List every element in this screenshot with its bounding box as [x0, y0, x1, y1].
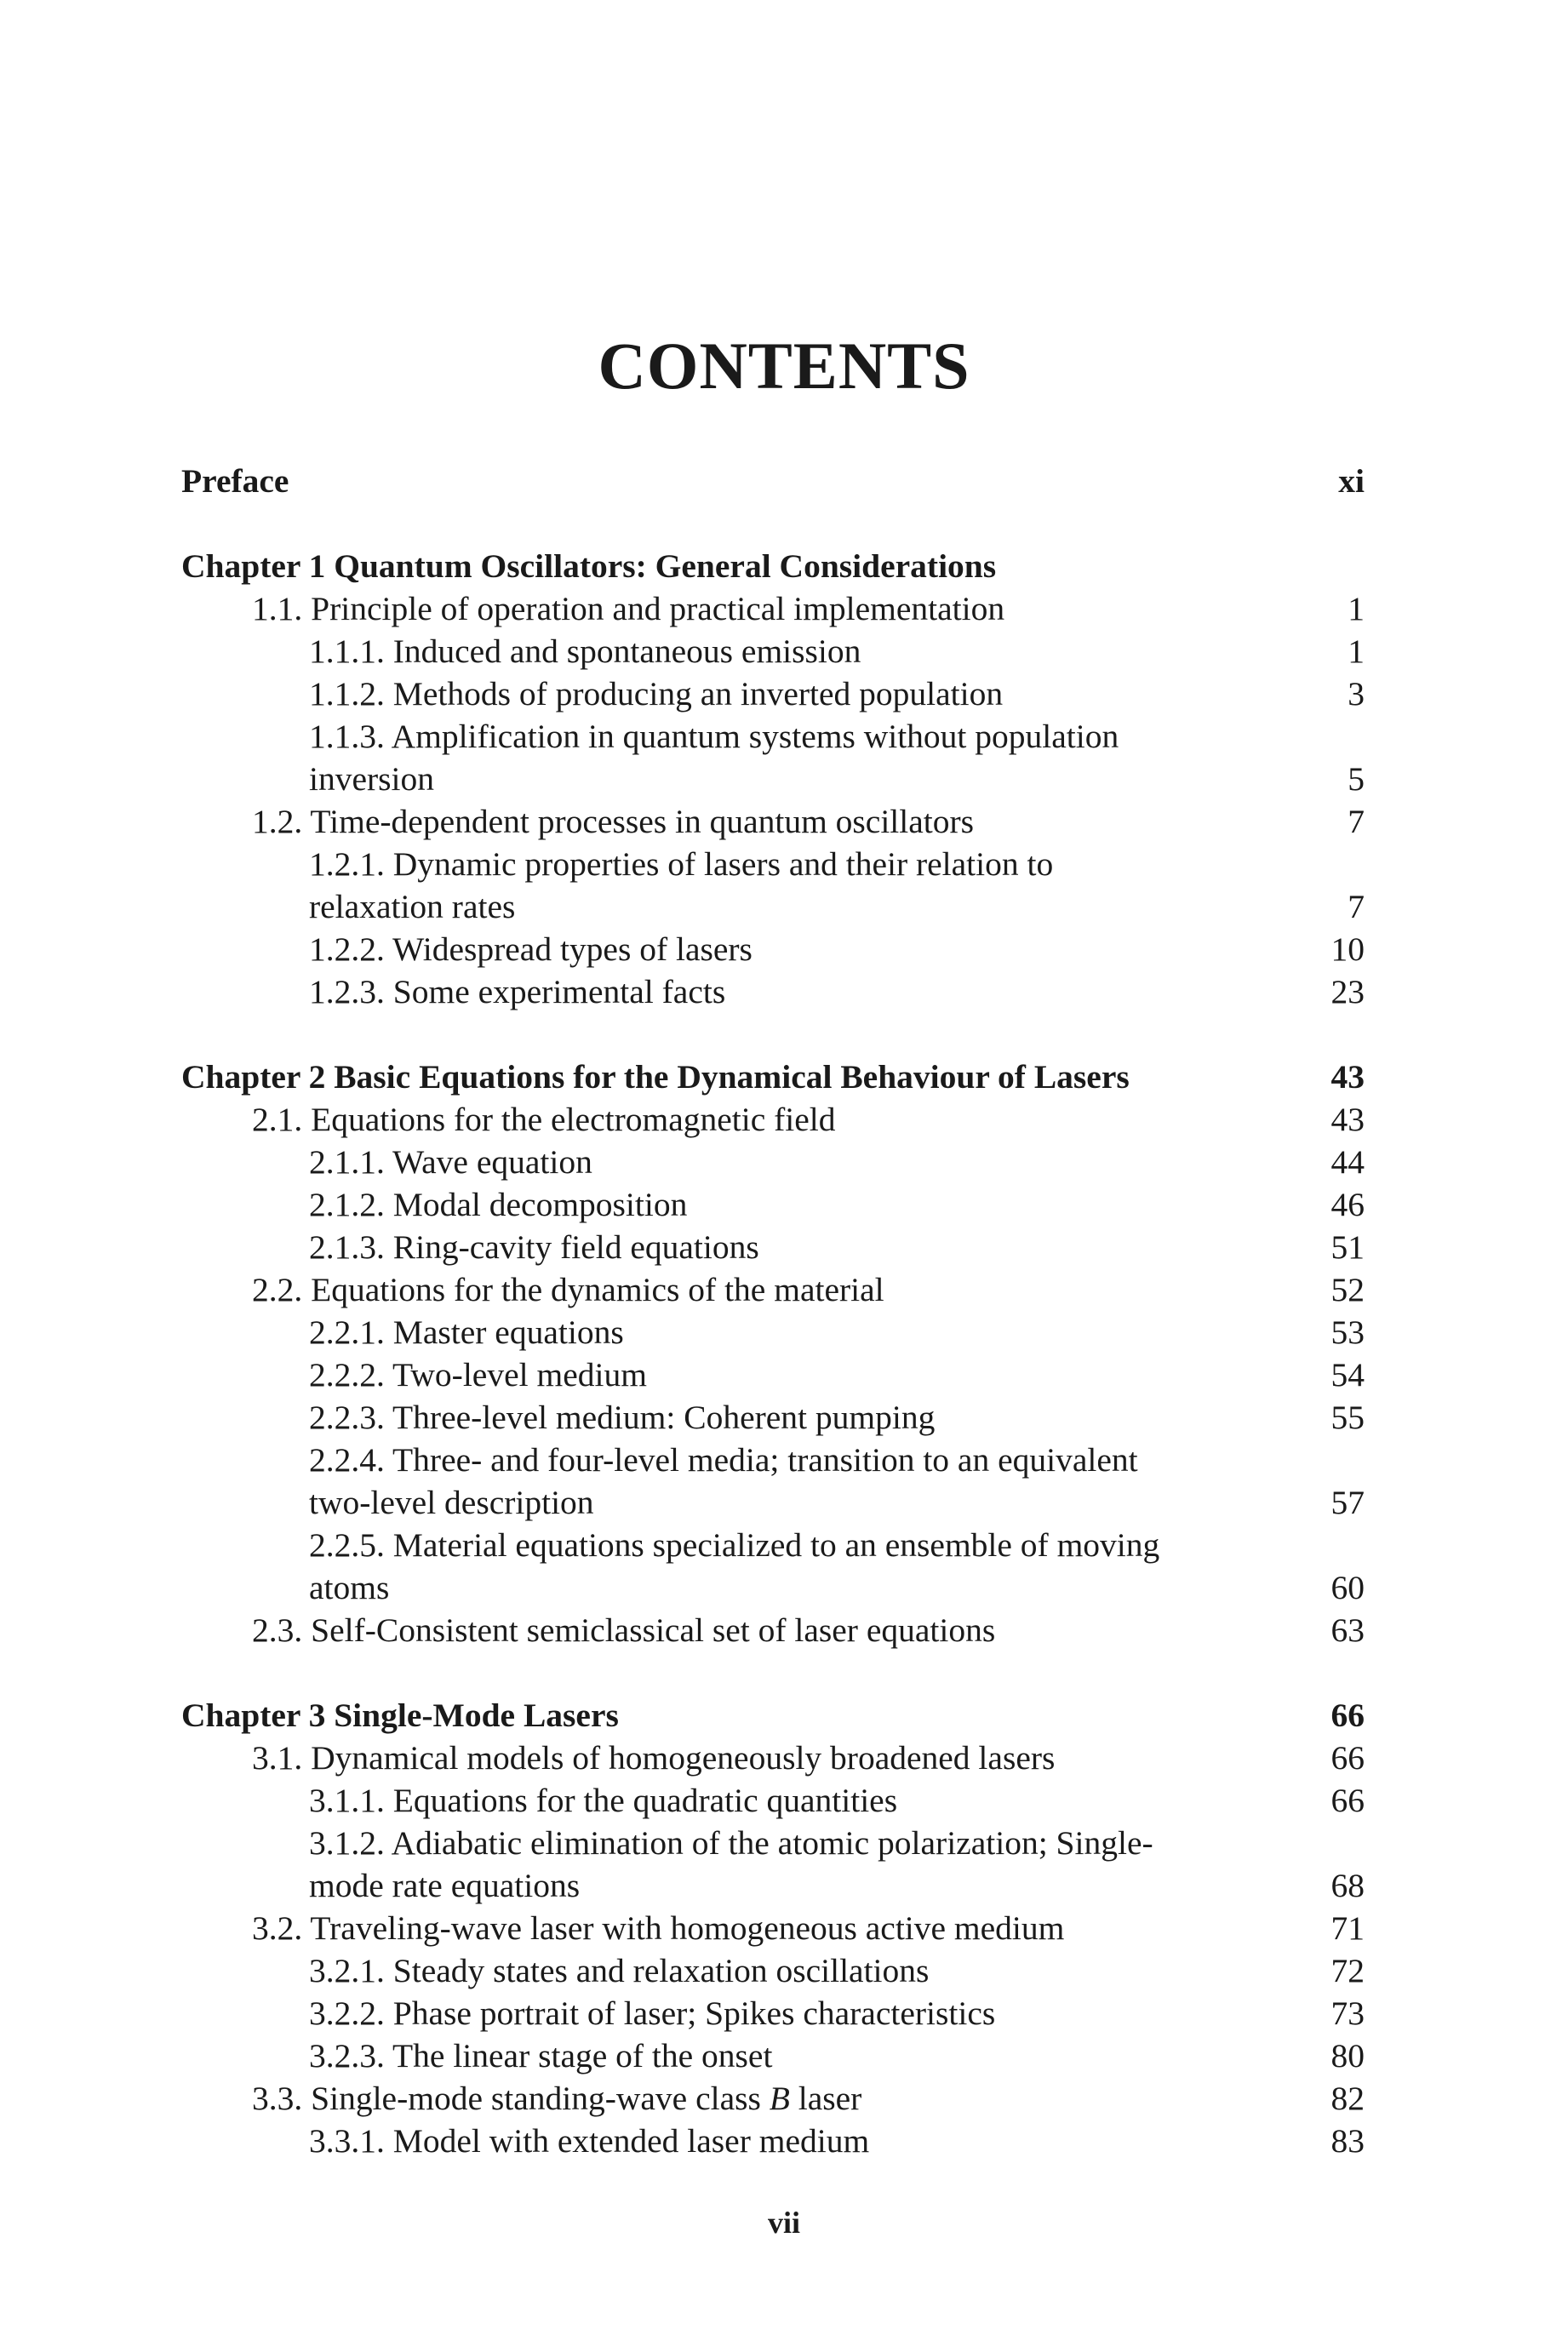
toc-chapter-3[interactable]	[181, 1694, 1365, 1737]
toc-entry[interactable]	[181, 1439, 1365, 1481]
toc-entry[interactable]	[181, 1098, 1365, 1141]
toc-entry-title: 2.1. Equations for the electromagnetic field	[252, 1101, 836, 1138]
toc-entry[interactable]	[181, 928, 1365, 970]
toc-entry[interactable]	[181, 630, 1365, 672]
toc-entry-title: 2.2.2. Two-level medium	[309, 1356, 647, 1393]
toc-entry-continuation[interactable]	[181, 758, 1365, 800]
toc-entry-continuation[interactable]	[181, 1864, 1365, 1907]
toc-entry-title-italic: B	[769, 2080, 790, 2117]
toc-entry-title: 3.1.1. Equations for the quadratic quantities	[309, 1782, 898, 1819]
toc-entry-title: two-level description	[309, 1484, 594, 1521]
toc-entry-page: 83	[1331, 2122, 1365, 2160]
toc-entry-continuation[interactable]	[181, 1566, 1365, 1609]
toc-entry-page: 57	[1331, 1484, 1365, 1521]
toc-entry[interactable]	[181, 970, 1365, 1013]
toc-entry[interactable]	[181, 1949, 1365, 1992]
toc-entry-page: 10	[1331, 930, 1365, 968]
toc-entry-page: 80	[1331, 2037, 1365, 2074]
toc-entry[interactable]	[181, 1183, 1365, 1226]
toc-entry-title: relaxation rates	[309, 888, 516, 925]
toc-entry-title: 2.3. Self-Consistent semiclassical set of laser equations	[252, 1611, 996, 1649]
toc-entry[interactable]	[181, 1822, 1365, 1864]
toc-entry-title: mode rate equations	[309, 1867, 581, 1904]
toc-entry[interactable]	[181, 587, 1365, 630]
toc-entry-title: 2.2.5. Material equations specialized to an ensemble of moving	[309, 1526, 1160, 1564]
toc-entry-title: Chapter 3 Single-Mode Lasers	[181, 1697, 619, 1734]
toc-entry-title-part: 3.3. Single-mode standing-wave class	[252, 2080, 770, 2117]
toc-entry-page: 53	[1331, 1313, 1365, 1351]
toc-entry[interactable]	[181, 672, 1365, 715]
toc-entry-title: 2.2. Equations for the dynamics of the material	[252, 1271, 884, 1308]
toc-entry-title: 3.2. Traveling-wave laser with homogeneous active medium	[252, 1909, 1065, 1947]
toc-entry-page: xi	[1338, 462, 1365, 500]
toc-entry-title: inversion	[309, 760, 435, 798]
toc-entry[interactable]	[181, 2120, 1365, 2162]
toc-entry-page: 66	[1331, 1782, 1365, 1819]
toc-entry[interactable]	[181, 1992, 1365, 2034]
toc-entry-page: 82	[1331, 2080, 1365, 2117]
toc-entry-title: 2.2.1. Master equations	[309, 1313, 624, 1351]
toc-entry-title: 1.2.2. Widespread types of lasers	[309, 930, 753, 968]
toc-entry-title: 1.1.1. Induced and spontaneous emission	[309, 632, 861, 670]
toc-entry-page: 54	[1331, 1356, 1365, 1393]
toc-entry-title: 1.1. Principle of operation and practical implementation	[252, 590, 1005, 627]
toc-entry-title: 1.1.3. Amplification in quantum systems without population	[309, 718, 1119, 755]
toc-entry-title: 3.2.1. Steady states and relaxation oscillations	[309, 1952, 930, 1989]
toc-entry[interactable]	[181, 800, 1365, 843]
toc-entry-title: 3.2.3. The linear stage of the onset	[309, 2037, 773, 2074]
toc-entry[interactable]	[181, 1779, 1365, 1822]
toc-entry-page: 23	[1331, 973, 1365, 1010]
toc-entry-page: 66	[1331, 1739, 1365, 1777]
toc-entry-title: 1.1.2. Methods of producing an inverted population	[309, 675, 1004, 712]
toc-entry[interactable]	[181, 1609, 1365, 1651]
toc-entry[interactable]	[181, 1907, 1365, 1949]
toc-entry-page: 43	[1331, 1101, 1365, 1138]
toc-chapter-2[interactable]	[181, 1056, 1365, 1098]
toc-entry-title: Preface	[181, 462, 289, 500]
toc-entry[interactable]	[181, 2034, 1365, 2077]
toc-entry[interactable]	[181, 1311, 1365, 1353]
toc-entry-page: 7	[1348, 888, 1365, 925]
toc-entry-title: 3.1. Dynamical models of homogeneously broadened lasers	[252, 1739, 1056, 1777]
toc-entry-page: 52	[1331, 1271, 1365, 1308]
toc-entry-page: 1	[1348, 632, 1365, 670]
page-title: CONTENTS	[598, 329, 970, 403]
toc-entry-title: atoms	[309, 1569, 390, 1606]
toc-entry-page: 55	[1331, 1399, 1365, 1436]
toc-entry-page: 5	[1348, 760, 1365, 798]
toc-entry-page: 51	[1331, 1228, 1365, 1266]
toc-entry-continuation[interactable]	[181, 885, 1365, 928]
toc-entry-page: 1	[1348, 590, 1365, 627]
toc-entry[interactable]	[181, 843, 1365, 885]
toc-entry-page: 72	[1331, 1952, 1365, 1989]
toc-entry-title: 2.1.2. Modal decomposition	[309, 1186, 688, 1223]
toc-entry-page: 43	[1331, 1058, 1365, 1096]
toc-entry-page: 73	[1331, 1994, 1365, 2032]
toc-entry[interactable]	[181, 1141, 1365, 1183]
toc-entry-preface[interactable]	[181, 460, 1365, 502]
toc-entry-page: 46	[1331, 1186, 1365, 1223]
toc-entry-title: 2.2.4. Three- and four-level media; transition to an equivalent	[309, 1441, 1138, 1479]
toc-entry[interactable]	[181, 1396, 1365, 1439]
toc-chapter-1[interactable]	[181, 545, 1365, 587]
toc-entry-page: 3	[1348, 675, 1365, 712]
toc-entry-title: 2.1.1. Wave equation	[309, 1143, 592, 1181]
toc-entry-title: 3.3.1. Model with extended laser medium	[309, 2122, 870, 2160]
toc-entry-title	[252, 2077, 1262, 2120]
toc-entry[interactable]	[181, 1353, 1365, 1396]
toc-entry[interactable]	[181, 1524, 1365, 1566]
toc-entry-page: 71	[1331, 1909, 1365, 1947]
toc-entry-page: 66	[1331, 1697, 1365, 1734]
toc-entry[interactable]	[181, 2077, 1365, 2120]
toc-entry-continuation[interactable]	[181, 1481, 1365, 1524]
toc-entry-page: 68	[1331, 1867, 1365, 1904]
toc-entry[interactable]	[181, 1737, 1365, 1779]
toc-entry-title: Chapter 2 Basic Equations for the Dynamical Behaviour of Lasers	[181, 1058, 1130, 1096]
toc-entry-title: Chapter 1 Quantum Oscillators: General Considerations	[181, 547, 997, 585]
toc-entry-title: 1.2.3. Some experimental facts	[309, 973, 726, 1010]
toc-entry[interactable]	[181, 1226, 1365, 1268]
toc-entry-page: 63	[1331, 1611, 1365, 1649]
toc-entry-title-part: laser	[789, 2080, 862, 2117]
toc-entry-title: 1.2. Time-dependent processes in quantum oscillators	[252, 803, 975, 840]
table-of-contents	[181, 460, 1365, 2162]
toc-entry-title: 2.1.3. Ring-cavity field equations	[309, 1228, 759, 1266]
toc-entry-title: 3.1.2. Adiabatic elimination of the atomic polarization; Single-	[309, 1824, 1153, 1862]
toc-entry[interactable]	[181, 715, 1365, 758]
toc-entry-title: 1.2.1. Dynamic properties of lasers and their relation to	[309, 845, 1054, 883]
toc-entry-page: 60	[1331, 1569, 1365, 1606]
toc-entry[interactable]	[181, 1268, 1365, 1311]
page-number: vii	[767, 2206, 800, 2240]
toc-entry-page: 7	[1348, 803, 1365, 840]
toc-entry-page: 44	[1331, 1143, 1365, 1181]
toc-entry-title: 2.2.3. Three-level medium: Coherent pumping	[309, 1399, 936, 1436]
toc-entry-title: 3.2.2. Phase portrait of laser; Spikes characteristics	[309, 1994, 996, 2032]
